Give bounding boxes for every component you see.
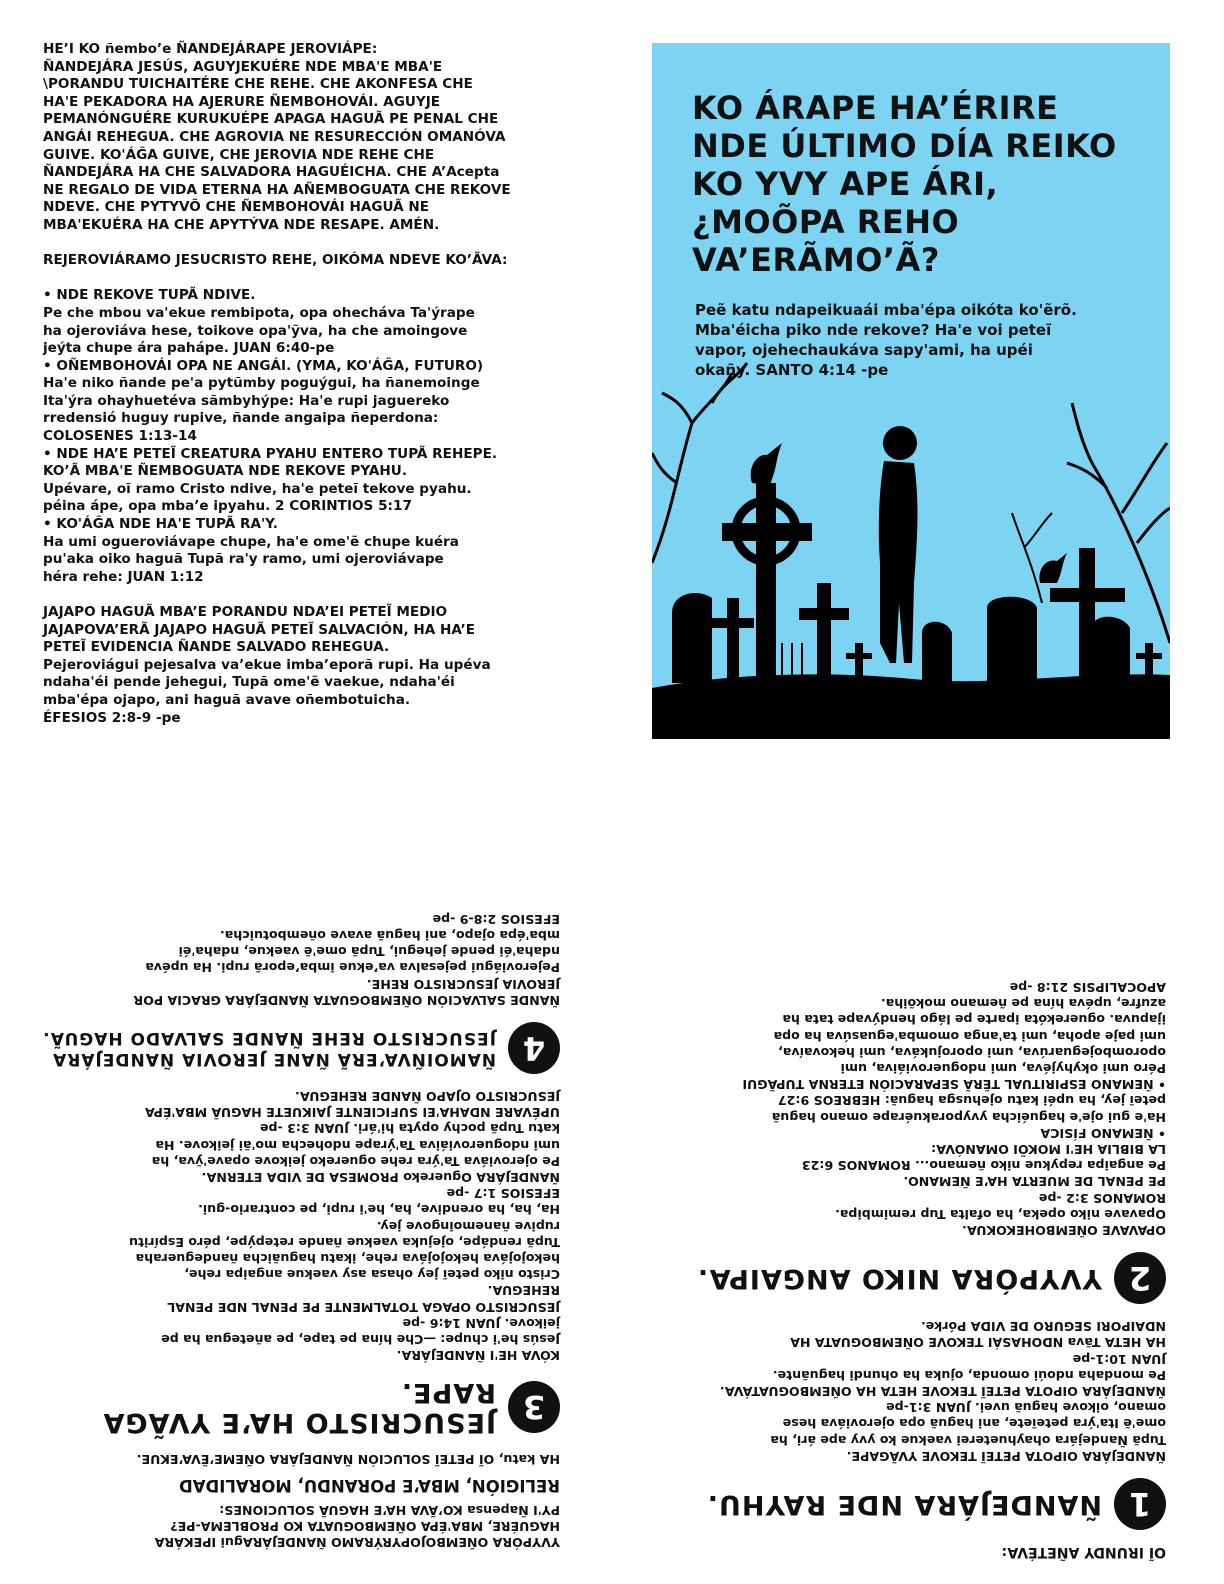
solution-panel — [30, 911, 560, 1550]
section-body: ÑANDEJÁRA OIPOTA PETEĨ TEKOVE YVÃGAPE. Tupã Ñandejára ohayhueterei vaekue ko yvy ape ári, ha ome'ẽ Ita'ýra peteĩete, ani haguã opa ojeroviáva hese omano, oikove haguã uvei. JUAN 3:1-pe ÑANDEJÁRA OIPOTA PETEĨ TEKOVE HETA HA OÑEMBOGUATÁVA. Pe mondaha ndoúi omonda, ojuka ha ohundi haguãnte. JUAN 10:1-pe HA HETA Tãva NDOHASÁI TEKOVE OÑEMBOGUATA HA NDAIPORI SEGURO DE VIDA Pórke. — [719, 1319, 1166, 1464]
intro-text: REJEROVIÁRAMO JESUCRISTO REHE, OIKÓMA NDEVE KO’ÃVA: — [43, 252, 508, 269]
cover-title: KO ÁRAPE HA’ÉRIRE NDE ÚLTIMO DÍA REIKO KO YVY APE ÁRI, ¿MOÕPA REHO VA’ERÃMO’Ã? — [692, 89, 1117, 279]
section-body: KÓVA HE'I ÑANDEJÁRA. Jesús he'i chupe: —Che hína pe tape, pe añetegua ha pe jeikove. JUAN 14:6 -pe JESUCRISTO OPAGA TOTALMENTE PE PENAL NDE PENAL REHEGUA. Cristo niko peteĩ jey ohasa asy vaekue angaipa rehe, hekojojáva hekojojáva rehe, ikatu haguãicha ñandegueraha Tupã rendápe, ojejuka vaekue ñande retepýpe, péro Espíritu rupive ñanemoingove jey. Ha, ha, ha orendive, ha, he'i rupi, pe contrario-gui. EFESIOS 1:7 -pe ÑANDEJÁRA Oguereko PROMESA DE VIDA ETERNA. Pe ojeroviáva Ta'ýra rehe oguereko jeikove opave'ỹva, ha umi ndogueroviáiva Ta'ýrape ndohecha mo'ãi jeikove. Ha katu Tupã pochy opyta hi'ári. JUAN 3:3 -pe UPÉVARE NDAHA'EI SUFICIENTE JAIKUETE HAGUÃ MBA'ÉPA JESUCRISTO OJAPO ÑANDE REHEGUA. — [129, 1088, 560, 1364]
section-heading: ÑAMOIÑVA’ERÃ ÑANE JEROVIA ÑANDEJÁRA JESUCRISTO REHE ÑANDE SALVADO HAGUÃ. — [42, 1027, 496, 1069]
section-body: OPAVAVE OÑEMBOHEKOKUA. Opavave niko opeka, ha ofalta Tup remimbipa. ROMANOS 3:2 -pe PE PENAL DE MUERTA HA’E ÑEMANO. Pe angaipa repykue niko ñemano... ROMANOS 6:23 LA BIBLIA HE'I MOKÕI OMANÓVA: • ÑEMANO FÍSICA Ha'e gui oje'e haguéicha yvyporakuérape omano haguã peteĩ jey, ha upéi katu ojehusga haguã: HEBREOS 9:27 • ÑEMANO ESPIRITUAL TẼRÃ SEPARACIÓN ETERNA TUPÃGUI Péro umi okyhyjéva, umi ndogueroviáiva, umi oporombojeguarúva, umi oporojukáva, umi hekovaíva, umi paje apoha, umi ta'anga omomba'eguasúva ha opa ijapuva. oguerekóta iparte pe lágo hendývape tata ha azufre, upéva hína pe ñemano mokõiha. APOCALIPSIS 21:8 -pe — [742, 979, 1166, 1238]
section-number-badge: 2 — [1114, 1252, 1166, 1304]
prayer-text: HE’I KO ñembo’e ÑANDEJÁRAPE JEROVIÁPE: ÑANDEJÁRA JESÚS, AGUYJEKUÉRE NDE MBA'E MBA'E \PORANDU TUICHAITÉRE CHE REHE. CHE AKONFESA CHE HA'E PEKADORA HA AJERURE ÑEMBOHOVÁI. AGUYJE PEMANÓNGUÉRE KURUKUÉPE APAGA HAGUÃ PE PENAL CHE ANGÁI REHEGUA. CHE AGROVIA NE RESURECCIÓN OMANÓVA GUIVE. KO'ÁĜA GUIVE, CHE JEROVIA NDE REHE CHE ÑANDEJÁRA HA CHE SALVADORA HAGUÉICHA. CHE A’Acepta NE REGALO DE VIDA ETERNA HA AÑEMBOGUATA CHE REKOVE NDEVE. CHE PYTYVÕ CHE ÑEMBOHOVÁI HAGUÃ NE MBA'EKUÉRA HA CHE APYTÝVA NDE RESAPE. AMÉN. — [43, 41, 511, 233]
cover-panel — [652, 43, 1170, 739]
section-body: ÑANDE SALVACIÓN OÑEMBOGUATA ÑANDEJÁRA GRACIA POR JEROVIA JESUCRISTO REHE. Pejeroviágui pejesalva va’ekue imba’eporã rupi. Ha upéva ndaha'éi pende jehegui, Tupã ome'ẽ vaekue, ndaha'éi mba'épa ojapo, ani haguã avave oñembotuicha. EFESIOS 2:8-9 -pe — [133, 911, 560, 1008]
cover-verse: Peẽ katu ndapeikuaái mba'épa oikóta ko'ẽrõ. Mba'éicha piko nde rekove? Ha'e voi peteĩ vapor, ojehechaukáva sapy'ami, ha upéi okañy. SANTO 4:14 -pe — [695, 301, 1077, 379]
solutions-heading: RELIGIÓN, MBA’E PORANDU, MORALIDAD — [179, 1476, 560, 1496]
section-number-badge: 3 — [508, 1381, 560, 1433]
left-panel — [43, 41, 573, 727]
section-heading: JESUCRISTO HA’E YVÃGA RAPE. — [102, 1377, 496, 1439]
solutions-intro: YVYPÓRA OÑEMBOJOPYRÝRAMO ÑANDEJÁRAgui IPEKÁRA HAGUÉRE, MBA'ÉPA OÑEMBOGUATA KO PROBLEMA-PE? PY'I Ñapensa KO’ÃVA HA’E HAGUÃ SOLUCIONES: — [154, 1502, 560, 1550]
four-truths-panel — [666, 979, 1166, 1560]
truths-intro: OĨ IRUNDY AÑETÉVA: — [1001, 1544, 1166, 1560]
section-heading: ÑANDEJÁRA NDE RAYHU. — [706, 1488, 1102, 1520]
section-4 — [30, 1022, 560, 1074]
section-number-badge: 4 — [508, 1022, 560, 1074]
closing-text: JAJAPO HAGUÃ MBA’E PORANDU NDA’EI PETEĨ MEDIO JAJAPOVA’ERÃ JAJAPO HAGUÃ PETEĨ SALVACIÓN, HA HA’E PETEĨ EVIDENCIA ÑANDE SALVADO REHEGUA. Pejeroviágui pejesalva va’ekue imba’eporã rupi. Ha upéva ndaha'éi pende jehegui, Tupã ome'ẽ vaekue, ndaha'éi mba'épa ojapo, ani haguã avave oñembotuicha. ÉFESIOS 2:8-9 -pe — [43, 604, 491, 726]
inside-spread-rotated — [0, 790, 1224, 1584]
solution-line: HA katu, OĨ PETEĨ SOLUCIÓN ÑANDEJÁRA OÑEME’ẼVA’EKUE. — [136, 1452, 560, 1468]
section-2 — [666, 1252, 1166, 1304]
points-list: • NDE REKOVE TUPÃ NDIVE. Pe che mbou va'ekue rembipota, opa ohecháva Ta'ýrape ha ojeroviáva hese, toikove opa'ỹva, ha che amoingove jeýta chupe ára paháре. JUAN 6:40-pe • OÑEMBOHOVÁI OPA NE ANGÁI. (YMA, KO'ÁĜA, FUTURO) Ha'e niko ñande pe'a pytũmby poguýgui, ha ñanemoinge Ita'ýra ohayhuetéva sãmbyhýpe: Ha'e rupi jaguereko rredensió huguy rupive, ñande angaipa ñeperdona: COLOSENES 1:13-14 • NDE HA’E PETEĨ CREATURA PYAHU ENTERO TUPÃ REHEPE. KO’Ã MBA'E ÑEMBOGUATA NDE REKOVE PYAHU. Upévare, oĩ ramo Cristo ndive, ha'e peteĩ tekove pyahu. péina ápe, opa mba’e ipyahu. 2 CORINTIOS 5:17 • KO'ÁĜA NDE HA'E TUPÃ RA'Y. Ha umi ogueroviávape chupe, ha'e ome'ẽ chupe kuéra pu'aka oiko haguã Tupã ra'y ramo, umi ojeroviávape héra rehe: JUAN 1:12 — [43, 287, 498, 585]
section-3 — [30, 1377, 560, 1437]
section-heading: YVYPÓRA NIKO ANGAIPA. — [696, 1262, 1102, 1294]
section-number-badge: 1 — [1114, 1478, 1166, 1530]
section-1 — [666, 1478, 1166, 1530]
